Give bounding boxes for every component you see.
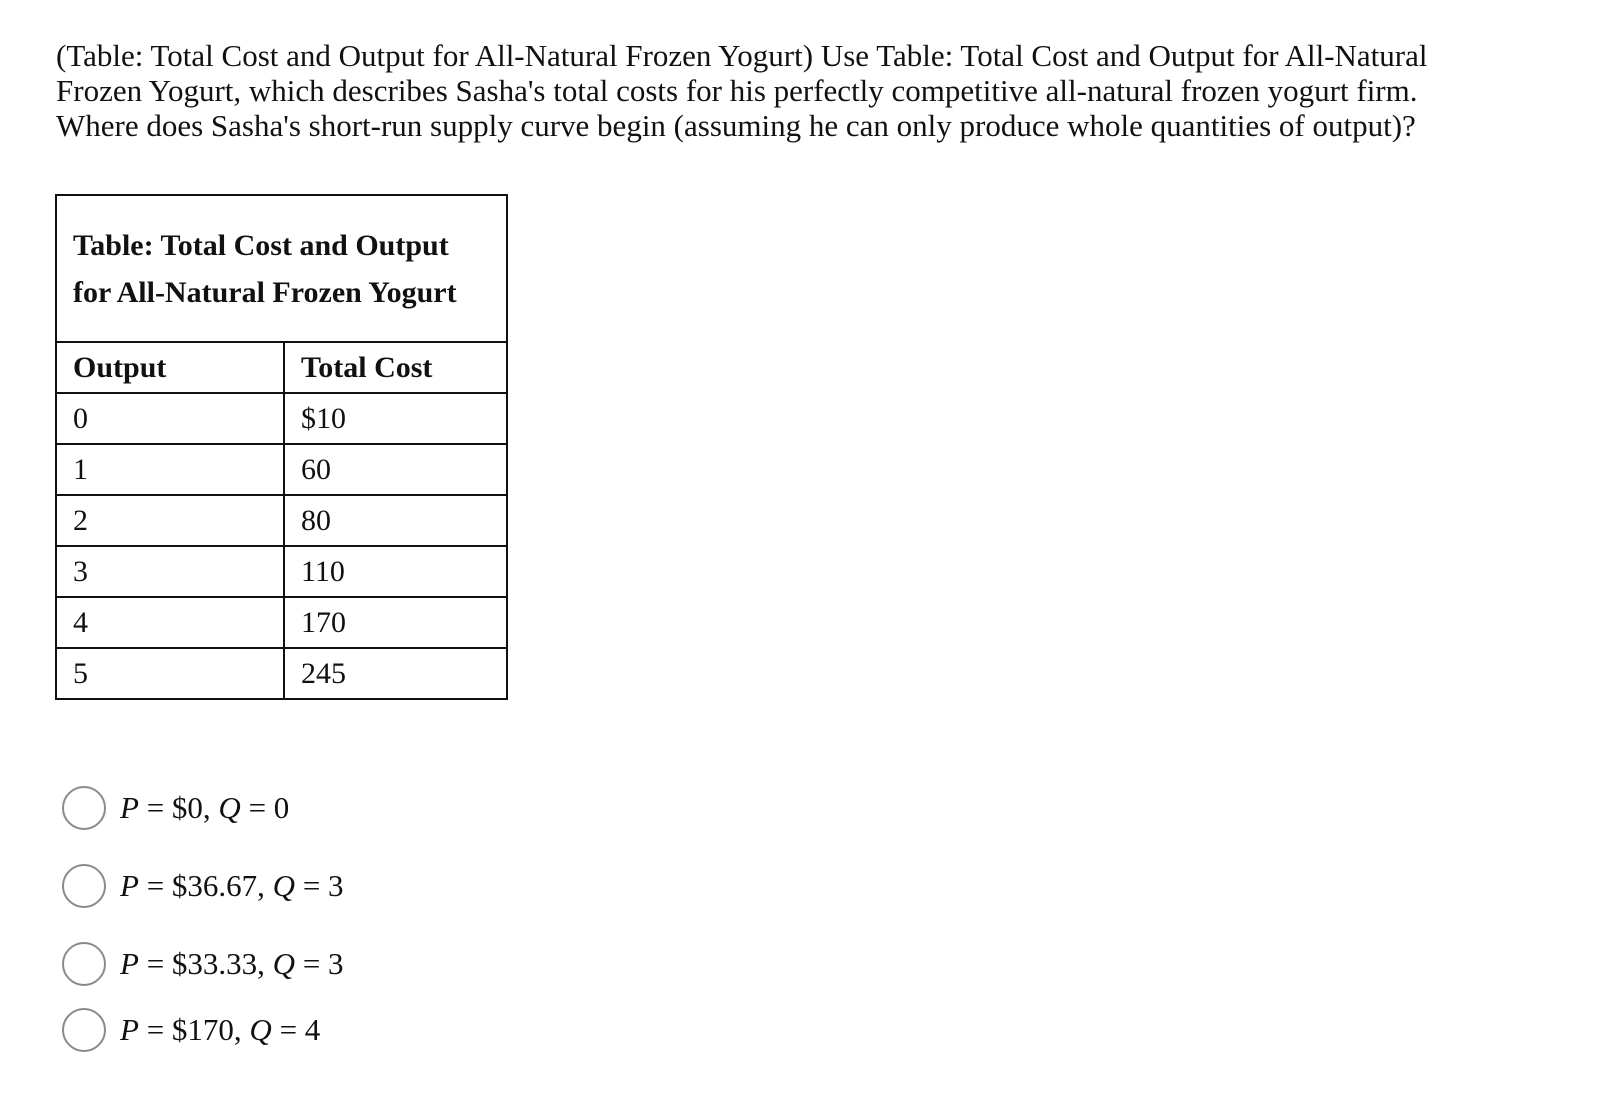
radio-button-2[interactable]	[62, 864, 106, 908]
answer-option-1[interactable]	[62, 786, 289, 830]
answer-option-1-label: P = $0, Q = 0	[120, 790, 290, 825]
question-text: (Table: Total Cost and Output for All-Natural Frozen Yogurt) Use Table: Total Cost and Output for All-Natural Frozen Yogurt, which describes Sasha's total costs for his perfectly competitive all-natural frozen yogurt firm. Where does Sasha's short-run supply curve begin (assuming he can only produce whole quantities of output)?	[56, 38, 1428, 143]
table-caption-row	[56, 195, 507, 342]
total-cost-cell: 110	[284, 546, 507, 597]
answer-option-3[interactable]	[62, 942, 344, 986]
table-row	[56, 444, 507, 495]
total-cost-cell: 170	[284, 597, 507, 648]
cost-output-table	[55, 194, 508, 700]
table-header-row	[56, 342, 507, 393]
table-row	[56, 495, 507, 546]
answer-option-4[interactable]	[62, 1008, 320, 1052]
table-row	[56, 648, 507, 699]
output-cell: 4	[56, 597, 284, 648]
table-row	[56, 546, 507, 597]
table-row	[56, 597, 507, 648]
answer-option-2[interactable]	[62, 864, 344, 908]
answer-option-2-label: P = $36.67, Q = 3	[120, 868, 344, 903]
total-cost-cell: 60	[284, 444, 507, 495]
column-header-total-cost: Total Cost	[284, 342, 507, 393]
output-cell: 5	[56, 648, 284, 699]
column-header-output: Output	[56, 342, 284, 393]
total-cost-cell: 80	[284, 495, 507, 546]
total-cost-cell: 245	[284, 648, 507, 699]
output-cell: 0	[56, 393, 284, 444]
total-cost-cell: $10	[284, 393, 507, 444]
table-caption: Table: Total Cost and Output for All-Natural Frozen Yogurt	[56, 195, 507, 342]
radio-button-3[interactable]	[62, 942, 106, 986]
radio-button-4[interactable]	[62, 1008, 106, 1052]
radio-button-1[interactable]	[62, 786, 106, 830]
output-cell: 3	[56, 546, 284, 597]
answer-option-3-label: P = $33.33, Q = 3	[120, 946, 344, 981]
table-row	[56, 393, 507, 444]
output-cell: 2	[56, 495, 284, 546]
answer-option-4-label: P = $170, Q = 4	[120, 1012, 321, 1047]
output-cell: 1	[56, 444, 284, 495]
